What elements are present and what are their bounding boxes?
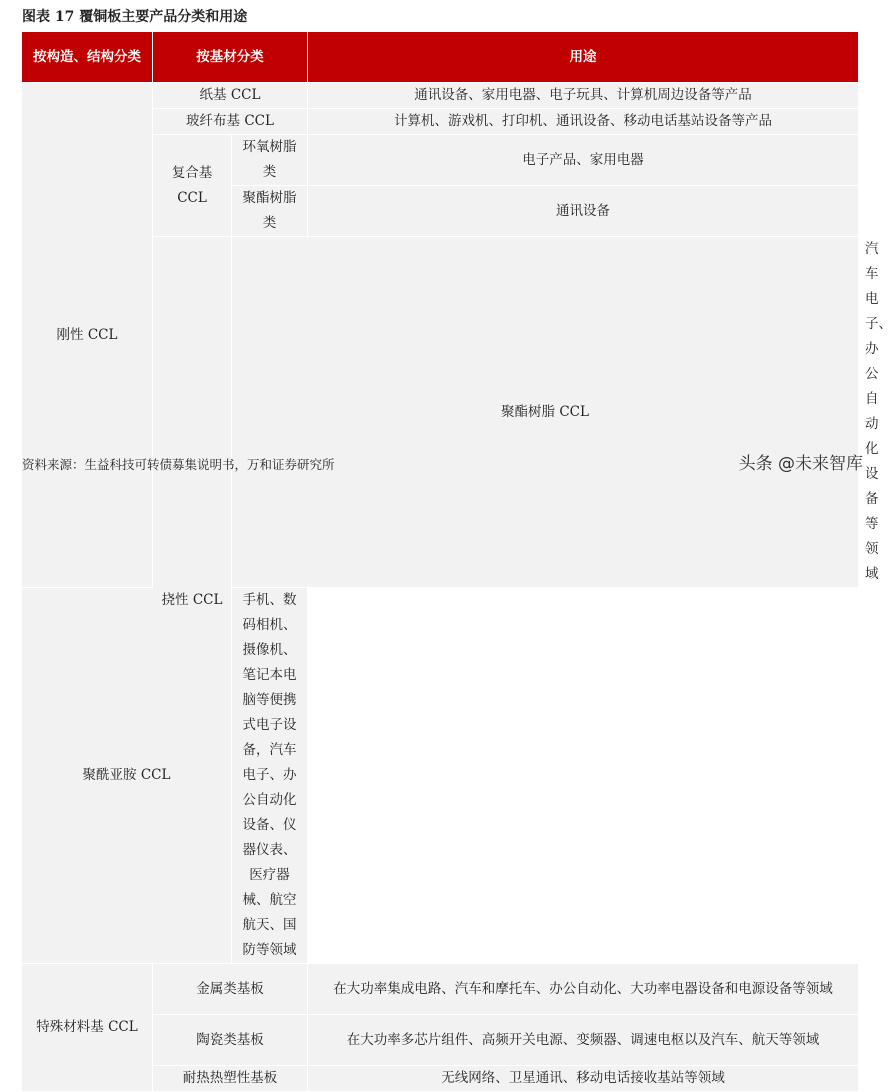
group-rigid: 刚性 CCL — [22, 83, 152, 587]
usage-cell: 通讯设备、家用电器、电子玩具、计算机周边设备等产品 — [308, 83, 858, 108]
substrate-cell: 金属类基板 — [153, 964, 307, 1014]
table-row: 挠性 CCL 聚酯树脂 CCL 汽车电子、办公自动化设备等领域 — [22, 237, 859, 587]
usage-cell: 在大功率集成电路、汽车和摩托车、办公自动化、大功率电器设备和电源设备等领域 — [308, 964, 858, 1014]
substrate-cell: 聚酰亚胺 CCL — [22, 588, 231, 963]
group-flexible: 挠性 CCL — [153, 237, 231, 963]
substrate-cell: 环氧树脂类 — [232, 135, 307, 185]
usage-cell: 无线网络、卫星通讯、移动电话接收基站等领域 — [308, 1066, 858, 1091]
table-row — [22, 83, 859, 108]
group-special: 特殊材料基 CCL — [22, 964, 152, 1091]
substrate-cell: 纸基 CCL — [153, 83, 307, 108]
substrate-cell: 聚酯树脂类 — [232, 186, 307, 236]
header-usage: 用途 — [308, 32, 858, 82]
substrate-cell: 玻纤布基 CCL — [153, 109, 307, 134]
composite-substrate-cell: 复合基 CCL — [153, 135, 231, 236]
substrate-cell: 陶瓷类基板 — [153, 1015, 307, 1065]
substrate-cell: 耐热热塑性基板 — [153, 1066, 307, 1091]
product-classification-table — [22, 31, 892, 1092]
usage-cell: 通讯设备 — [308, 186, 858, 236]
usage-cell: 电子产品、家用电器 — [308, 135, 858, 185]
usage-cell: 计算机、游戏机、打印机、通讯设备、移动电话基站设备等产品 — [308, 109, 858, 134]
table-row — [22, 964, 859, 1014]
source-note: 资料来源：生益科技可转债募集说明书，万和证券研究所 — [22, 457, 335, 472]
watermark: 头条 @未来智库 — [738, 454, 863, 474]
usage-cell: 手机、数码相机、摄像机、笔记本电脑等便携式电子设备，汽车电子、办公自动化设备、仪器仪表、医疗器械、航空航天、国防等领域 — [232, 588, 307, 963]
header-by-structure: 按构造、结构分类 — [22, 32, 152, 82]
figure-title: 图表 17 覆铜板主要产品分类和用途 — [22, 9, 248, 25]
table-row — [22, 588, 859, 963]
table-header-row — [22, 32, 859, 82]
substrate-cell: 聚酯树脂 CCL — [232, 237, 858, 587]
header-by-substrate: 按基材分类 — [153, 32, 307, 82]
usage-cell: 在大功率多芯片组件、高频开关电源、变频器、调速电枢以及汽车、航天等领域 — [308, 1015, 858, 1065]
